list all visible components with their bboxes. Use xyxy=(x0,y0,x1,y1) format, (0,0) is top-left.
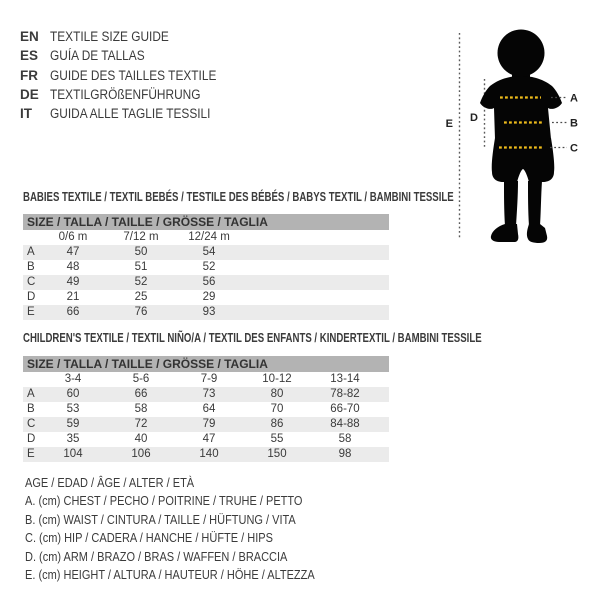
babies-size-table xyxy=(23,214,389,320)
lang-title-de: TEXTILGRÖßENFÜHRUNG xyxy=(50,86,201,102)
child-silhouette xyxy=(480,30,562,244)
measurement-figure xyxy=(435,25,600,245)
lang-code-it: IT xyxy=(20,106,32,122)
children-section-title: CHILDREN'S TEXTILE / TEXTIL NIÑO/A / TEXTIL DES ENFANTS / KINDERTEXTIL / BAMBINI TESSILE xyxy=(23,331,482,345)
children-col-5-6: 5-6 xyxy=(132,373,150,385)
lang-row-it xyxy=(20,104,239,123)
table-row-a: A 60 66 73 80 78-82 xyxy=(23,387,389,402)
lang-row-es xyxy=(20,46,239,65)
figure-label-e: E xyxy=(445,118,453,130)
figure-label-a: A xyxy=(570,92,578,105)
child-silhouette-diagram xyxy=(435,25,600,245)
legend-b-waist: B. (cm) WAIST / CINTURA / TAILLE / HÜFTUNG / VITA xyxy=(25,512,296,527)
babies-column-header-row xyxy=(23,230,389,245)
babies-col-12-24m: 12/24 m xyxy=(188,231,230,243)
lang-code-de: DE xyxy=(20,86,39,102)
measurement-legend xyxy=(25,474,354,584)
legend-age: AGE / EDAD / ÂGE / ALTER / ETÀ xyxy=(25,476,195,490)
lang-code-es: ES xyxy=(20,48,39,64)
table-row-e: E 66 76 93 xyxy=(23,305,389,320)
children-col-3-4: 3-4 xyxy=(64,373,82,385)
table-row-d: D 21 25 29 xyxy=(27,291,216,303)
figure-label-b: B xyxy=(570,117,578,130)
table-row-c: C 49 52 56 xyxy=(23,275,389,290)
language-title-list xyxy=(20,27,239,123)
table-row-b: B 53 58 64 70 66-70 xyxy=(27,403,360,415)
table-row-b: B 48 51 52 xyxy=(27,261,216,273)
lang-title-it: GUIDA ALLE TAGLIE TESSILI xyxy=(50,106,211,122)
children-column-header-row xyxy=(23,372,389,387)
figure-label-d: D xyxy=(470,112,478,124)
legend-c-hip: C. (cm) HIP / CADERA / HANCHE / HÜFTE / HIPS xyxy=(25,531,273,546)
lang-row-de xyxy=(20,85,239,104)
lang-code-fr: FR xyxy=(20,67,38,83)
children-col-10-12: 10-12 xyxy=(262,373,292,385)
legend-d-arm: D. (cm) ARM / BRAZO / BRAS / WAFFEN / BRACCIA xyxy=(25,549,288,564)
lang-title-fr: GUIDE DES TAILLES TEXTILE xyxy=(50,67,217,83)
lang-row-fr xyxy=(20,66,239,85)
children-col-13-14: 13-14 xyxy=(330,373,360,385)
babies-size-header-bar xyxy=(23,214,389,230)
lang-title-en: TEXTILE SIZE GUIDE xyxy=(50,29,169,44)
babies-size-header-label: SIZE / TALLA / TAILLE / GRÖSSE / TAGLIA xyxy=(27,215,268,229)
table-row-d: D 35 40 47 55 58 xyxy=(27,433,352,445)
babies-col-7-12m: 7/12 m xyxy=(123,231,159,243)
children-size-header-label: SIZE / TALLA / TAILLE / GRÖSSE / TAGLIA xyxy=(27,357,268,371)
legend-e-height: E. (cm) HEIGHT / ALTURA / HAUTEUR / HÖHE / ALTEZZA xyxy=(25,567,315,582)
legend-a-chest: A. (cm) CHEST / PECHO / POITRINE / TRUHE / PETTO xyxy=(25,494,303,509)
babies-section-title: BABIES TEXTILE / TEXTIL BEBÉS / TESTILE DES BÉBÉS / BABYS TEXTIL / BAMBINI TESSILE xyxy=(23,190,454,204)
children-size-table xyxy=(23,356,389,462)
children-col-7-9: 7-9 xyxy=(200,373,218,385)
table-row-e: E 104 106 140 150 98 xyxy=(23,447,389,462)
table-row-a: A 47 50 54 xyxy=(23,245,389,260)
figure-label-c: C xyxy=(570,142,578,155)
lang-title-es: GUÍA DE TALLAS xyxy=(50,48,145,64)
lang-code-en: EN xyxy=(20,29,39,44)
lang-row-en xyxy=(20,27,239,46)
babies-col-0-6m: 0/6 m xyxy=(58,231,88,243)
table-row-c: C 59 72 79 86 84-88 xyxy=(23,417,389,432)
children-size-header-bar xyxy=(23,356,389,372)
